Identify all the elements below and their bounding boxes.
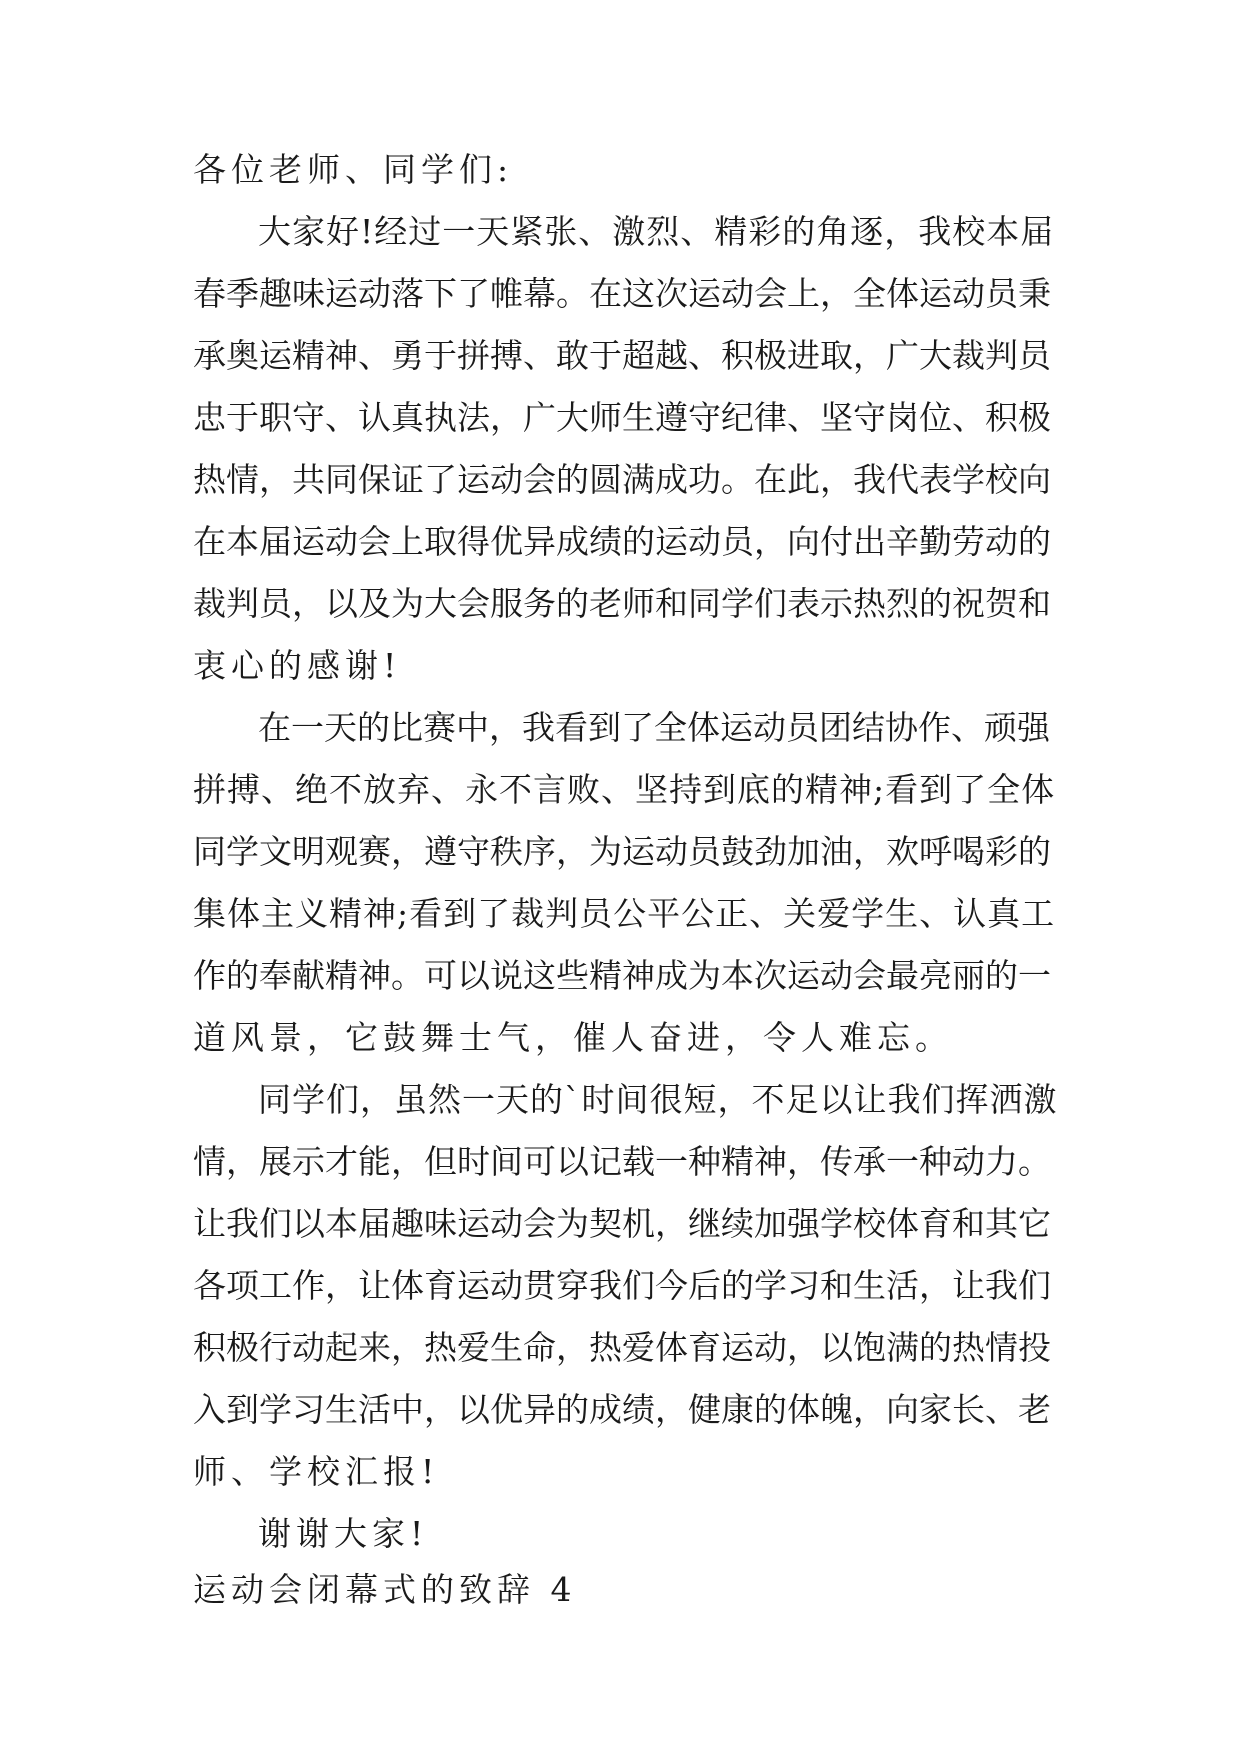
paragraph-line: 作的奉献精神。可以说这些精神成为本次运动会最亮丽的一	[193, 956, 1051, 995]
paragraph-line: 各项工作，让体育运动贯穿我们今后的学习和生活，让我们	[193, 1266, 1051, 1305]
paragraph-line: 拼搏、绝不放弃、永不言败、坚持到底的精神;看到了全体	[193, 770, 1056, 809]
paragraph-line: 同学们，虽然一天的`时间很短，不足以让我们挥洒激	[258, 1080, 1058, 1119]
paragraph-line: 承奥运精神、勇于拼搏、敢于超越、积极进取，广大裁判员	[193, 336, 1051, 375]
paragraph-line: 道风景，它鼓舞士气，催人奋进，令人难忘。	[193, 1018, 953, 1057]
paragraph-line: 入到学习生活中，以优异的成绩，健康的体魄，向家长、老	[193, 1390, 1051, 1429]
paragraph-line: 集体主义精神;看到了裁判员公平公正、关爱学生、认真工	[193, 894, 1056, 933]
paragraph-line: 春季趣味运动落下了帷幕。在这次运动会上，全体运动员秉	[193, 274, 1051, 313]
paragraph-line: 在一天的比赛中，我看到了全体运动员团结协作、顽强	[258, 708, 1050, 747]
salutation: 各位老师、同学们:	[193, 150, 514, 189]
next-section-title: 运动会闭幕式的致辞 4	[193, 1570, 577, 1609]
paragraph-line: 裁判员，以及为大会服务的老师和同学们表示热烈的祝贺和	[193, 584, 1051, 623]
closing-line: 谢谢大家!	[258, 1514, 429, 1553]
paragraph-line: 大家好!经过一天紧张、激烈、精彩的角逐，我校本届	[258, 212, 1055, 251]
paragraph-line: 热情，共同保证了运动会的圆满成功。在此，我代表学校向	[193, 460, 1051, 499]
paragraph-line: 在本届运动会上取得优异成绩的运动员，向付出辛勤劳动的	[193, 522, 1051, 561]
paragraph-line: 师、学校汇报!	[193, 1452, 440, 1491]
paragraph-line: 衷心的感谢!	[193, 646, 402, 685]
paragraph-line: 积极行动起来，热爱生命，热爱体育运动，以饱满的热情投	[193, 1328, 1051, 1367]
paragraph-line: 让我们以本届趣味运动会为契机，继续加强学校体育和其它	[193, 1204, 1051, 1243]
paragraph-line: 忠于职守、认真执法，广大师生遵守纪律、坚守岗位、积极	[193, 398, 1051, 437]
paragraph-line: 同学文明观赛，遵守秩序，为运动员鼓劲加油，欢呼喝彩的	[193, 832, 1051, 871]
paragraph-line: 情，展示才能，但时间可以记载一种精神，传承一种动力。	[193, 1142, 1051, 1181]
